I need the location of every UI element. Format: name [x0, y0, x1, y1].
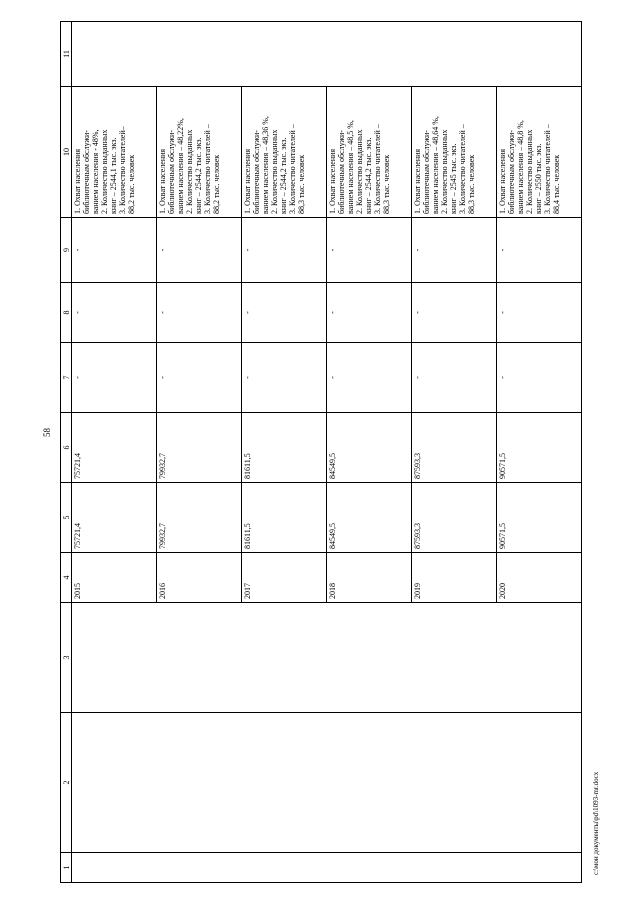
indicator-text-line: 3. Количество читателей –	[458, 124, 467, 214]
col-7-cell: -	[412, 343, 497, 413]
indicator-text-line: библиотечным обслужи-	[337, 130, 346, 214]
col-9-cell: -	[157, 218, 242, 283]
col-7-cell: -	[157, 343, 242, 413]
indicator-text-line: 88,2 тыс. человек	[127, 154, 136, 214]
column-number-3: 3	[61, 603, 72, 713]
amount-budget-cell: 75721,4	[72, 413, 157, 483]
col-8-cell: -	[157, 283, 242, 343]
indicator-description-cell	[157, 87, 242, 218]
indicator-text-line: 2. Количество выданных	[440, 129, 449, 214]
indicator-text-line: ванием населения – 48,22%,	[176, 118, 185, 214]
indicator-text-line: ванием населения – 48,5 %,	[346, 120, 355, 214]
col-9-cell: -	[72, 218, 157, 283]
indicator-text-line: книг – 2544,2 тыс. экз.	[194, 137, 203, 214]
column-number-1: 1	[61, 853, 72, 883]
year-cell: 2015	[72, 553, 157, 603]
col-9-cell: -	[497, 218, 582, 283]
amount-total-cell: 75721,4	[72, 483, 157, 553]
indicator-text-line: 88,3 тыс. человек	[297, 154, 306, 214]
column-number-5: 5	[61, 483, 72, 553]
merged-cell-col-1	[72, 853, 582, 883]
indicator-description-cell	[497, 87, 582, 218]
indicator-text-line: книг – 2544,1 тыс. экз.	[109, 137, 118, 214]
indicator-text-line: ванием населения – 48,64 %,	[431, 116, 440, 214]
col-8-cell: -	[497, 283, 582, 343]
indicator-text-line: 88,3 тыс. человек	[467, 154, 476, 214]
merged-cell-col-11	[72, 22, 582, 87]
year-cell: 2020	[497, 553, 582, 603]
indicator-text-line: ванием населения - 48%,	[91, 129, 100, 214]
indicator-text-line: 3. Количество читателей–	[118, 126, 127, 214]
indicator-text-line: 1. Охват населения	[413, 148, 422, 214]
amount-total-cell: 84549,5	[327, 483, 412, 553]
page-number: 58	[42, 428, 52, 437]
indicator-text-line: 1. Охват населения	[328, 148, 337, 214]
indicator-text-line: 1. Охват населения	[243, 148, 252, 214]
column-number-4: 4	[61, 553, 72, 603]
col-7-cell: -	[497, 343, 582, 413]
footer-file-path: c:\мои документы\pd\1093-mr.docx	[592, 771, 600, 875]
amount-total-cell: 79932,7	[157, 483, 242, 553]
amount-total-cell: 81611,5	[242, 483, 327, 553]
merged-cell-col-3	[72, 603, 582, 713]
indicator-text-line: книг – 2544,2 тыс. экз.	[364, 137, 373, 214]
indicator-text-line: 2. Количество выданных	[355, 129, 364, 214]
column-number-9: 9	[61, 218, 72, 283]
amount-budget-cell: 90571,5	[497, 413, 582, 483]
col-7-cell: -	[72, 343, 157, 413]
indicator-text-line: библиотечным обслужи-	[167, 130, 176, 214]
col-8-cell: -	[327, 283, 412, 343]
rotated-table-wrapper	[60, 22, 582, 883]
amount-total-cell: 87593,3	[412, 483, 497, 553]
col-9-cell: -	[242, 218, 327, 283]
indicator-text-line: 3. Количество читателей –	[288, 124, 297, 214]
indicator-text-line: книг – 2544,2 тыс. экз.	[279, 137, 288, 214]
column-number-row	[61, 22, 72, 883]
col-7-cell: -	[327, 343, 412, 413]
indicator-description-cell	[327, 87, 412, 218]
indicator-text-line: 88,3 тыс. человек	[382, 154, 391, 214]
indicator-text-line: библиотечным обслужи-	[252, 130, 261, 214]
col-7-cell: -	[242, 343, 327, 413]
indicator-text-line: 1. Охват населения	[498, 148, 507, 214]
indicator-text-line: 1. Охват населения	[158, 148, 167, 214]
amount-budget-cell: 84549,5	[327, 413, 412, 483]
indicator-text-line: 88,4 тыс. человек	[552, 154, 561, 214]
year-cell: 2019	[412, 553, 497, 603]
amount-budget-cell: 79932,7	[157, 413, 242, 483]
amount-total-cell: 90571,5	[497, 483, 582, 553]
indicator-text-line: 3. Количество читателей –	[203, 124, 212, 214]
indicator-text-line: книг – 2550 тыс. экз.	[534, 143, 543, 214]
amount-budget-cell: 81611,5	[242, 413, 327, 483]
indicator-text-line: 2. Количество выданных	[270, 129, 279, 214]
indicator-description-cell	[242, 87, 327, 218]
indicator-description-cell	[412, 87, 497, 218]
column-number-8: 8	[61, 283, 72, 343]
year-cell: 2017	[242, 553, 327, 603]
indicator-description-cell	[72, 87, 157, 218]
indicator-text-line: библиотечным обслужи-	[422, 130, 431, 214]
indicator-text-line: 2. Количество выданных	[185, 129, 194, 214]
amount-budget-cell: 87593,3	[412, 413, 497, 483]
indicator-text-line: 3. Количество читателей –	[543, 124, 552, 214]
col-9-cell: -	[327, 218, 412, 283]
table-row	[72, 22, 157, 883]
indicator-text-line: 88,2 тыс. человек	[212, 154, 221, 214]
indicator-text-line: 1. Охват населения	[73, 148, 82, 214]
merged-cell-col-2	[72, 713, 582, 853]
column-number-7: 7	[61, 343, 72, 413]
year-cell: 2018	[327, 553, 412, 603]
indicator-text-line: 2. Количество выданных	[525, 129, 534, 214]
col-8-cell: -	[242, 283, 327, 343]
col-9-cell: -	[412, 218, 497, 283]
indicator-text-line: книг – 2545 тыс. экз.	[449, 143, 458, 214]
col-8-cell: -	[412, 283, 497, 343]
indicator-text-line: 3. Количество читателей –	[373, 124, 382, 214]
indicator-text-line: библиотечным обслужи-	[82, 130, 91, 214]
column-number-10: 10	[61, 87, 72, 218]
indicator-text-line: библиотечным обслужи-	[507, 130, 516, 214]
indicator-text-line: ванием населения – 48,8 %,	[516, 120, 525, 214]
column-number-2: 2	[61, 713, 72, 853]
col-8-cell: -	[72, 283, 157, 343]
landscape-sheet	[60, 22, 582, 883]
indicator-text-line: 2. Количество выданных	[100, 129, 109, 214]
column-number-11: 11	[61, 22, 72, 87]
indicator-text-line: ванием населения – 48,36 %,	[261, 116, 270, 214]
year-cell: 2016	[157, 553, 242, 603]
program-table	[60, 21, 582, 883]
column-number-6: 6	[61, 413, 72, 483]
